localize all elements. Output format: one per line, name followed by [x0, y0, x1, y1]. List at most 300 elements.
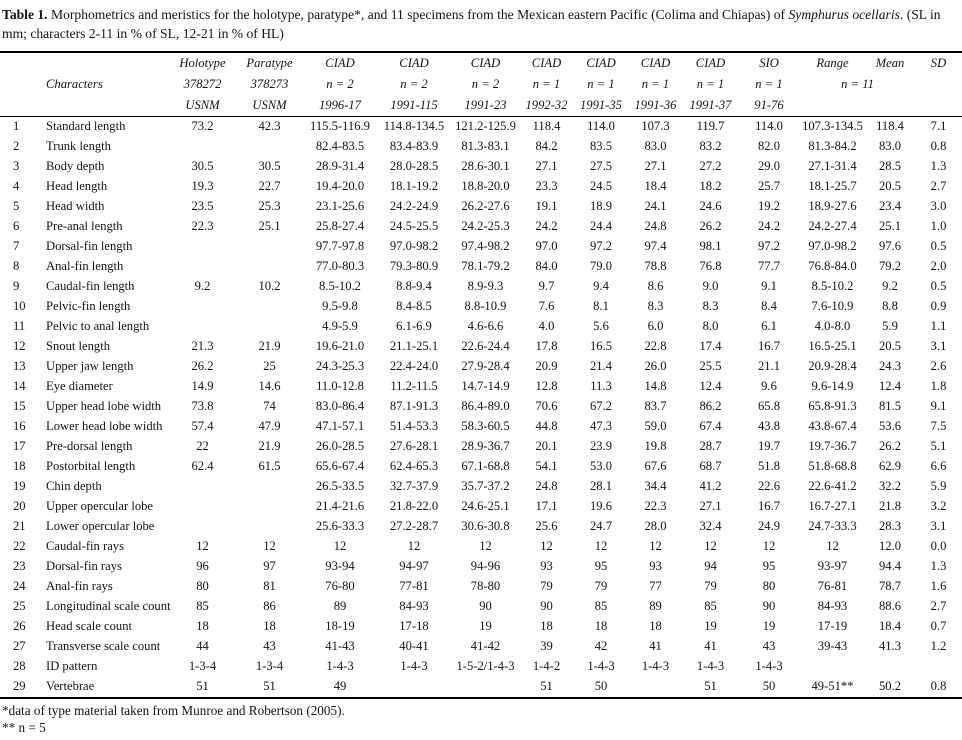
value-cell: 16.5 — [589, 339, 613, 354]
row-number-cell: 11 — [13, 319, 26, 334]
value-cell: 7.5 — [930, 419, 947, 434]
character-name-cell: Pre-dorsal length — [46, 439, 133, 454]
value-cell: 16.7 — [757, 499, 781, 514]
value-cell: 95 — [594, 559, 608, 574]
value-cell: 19.7-36.7 — [808, 439, 857, 454]
value-cell: 26.0-28.5 — [315, 439, 365, 454]
table-row — [0, 297, 962, 317]
row-number-cell: 29 — [13, 679, 26, 694]
value-cell: 30.5 — [191, 159, 214, 174]
character-name-cell: Anal-fin rays — [46, 579, 113, 594]
value-cell: 70.6 — [535, 399, 558, 414]
value-cell: 90 — [479, 599, 492, 614]
col-ciad-5: CIAD — [586, 55, 616, 70]
value-cell: 28.0 — [644, 519, 667, 534]
value-cell: 3.1 — [930, 519, 947, 534]
value-cell: 28.3 — [878, 519, 902, 534]
value-cell: 114.0 — [587, 119, 615, 134]
header-row-catalog: USNM USNM 1996-17 1991-115 1991-23 1992-32 1991-35 1991-36 1991-37 91-76 — [185, 97, 784, 112]
value-cell: 18 — [263, 619, 276, 634]
value-cell: 1-4-3 — [400, 659, 428, 674]
col-ciad-2: CIAD — [399, 55, 429, 70]
value-cell: 24.8 — [644, 219, 667, 234]
value-cell: 19.8 — [644, 439, 667, 454]
header-row-institution — [0, 52, 962, 74]
row-number-cell: 17 — [13, 439, 26, 454]
character-name-cell: Snout length — [46, 339, 111, 354]
row-number-cell: 25 — [13, 599, 26, 614]
row-number-cell: 9 — [13, 279, 20, 294]
value-cell: 114.8-134.5 — [383, 119, 445, 134]
value-cell: 47.1-57.1 — [315, 419, 365, 434]
value-cell: 25.3 — [258, 199, 281, 214]
value-cell: 42.3 — [258, 119, 281, 134]
table-row — [0, 277, 962, 297]
value-cell: 81.5 — [878, 399, 902, 414]
value-cell: 23.5 — [191, 199, 214, 214]
value-cell: 53.0 — [589, 459, 613, 474]
table-row — [0, 116, 962, 137]
value-cell — [235, 297, 304, 317]
value-cell: 14.8 — [644, 379, 667, 394]
value-cell: 21.1 — [757, 359, 781, 374]
table-row — [0, 497, 962, 517]
value-cell: 81.3-84.2 — [808, 139, 857, 154]
value-cell: 12.4 — [878, 379, 902, 394]
value-cell: 77-81 — [399, 579, 429, 594]
value-cell: 86.4-89.0 — [461, 399, 510, 414]
value-cell: 93 — [540, 559, 553, 574]
value-cell — [170, 477, 235, 497]
row-number-cell: 6 — [13, 219, 20, 234]
value-cell: 23.9 — [589, 439, 613, 454]
value-cell: 24.1 — [644, 199, 667, 214]
character-name-cell: Trunk length — [46, 139, 111, 154]
value-cell: 94.4 — [878, 559, 902, 574]
value-cell: 85 — [594, 599, 608, 614]
value-cell: 65.8-91.3 — [808, 399, 857, 414]
value-cell: 85 — [704, 599, 717, 614]
value-cell: 18-19 — [325, 619, 355, 634]
character-name-cell: Body depth — [46, 159, 105, 174]
value-cell: 84-93 — [399, 599, 429, 614]
col-ciad-7: CIAD — [695, 55, 726, 70]
value-cell: 76-81 — [817, 579, 848, 594]
value-cell: 6.6 — [930, 459, 947, 474]
value-cell: 51.8 — [757, 459, 781, 474]
value-cell: 23.3 — [535, 179, 558, 194]
table-row — [0, 197, 962, 217]
value-cell: 14.7-14.9 — [461, 379, 510, 394]
value-cell: 51 — [704, 679, 717, 694]
value-cell: 1-4-3 — [755, 659, 783, 674]
value-cell: 86.2 — [699, 399, 722, 414]
value-cell: 83.0 — [878, 139, 902, 154]
value-cell: 115.5-116.9 — [310, 119, 370, 134]
value-cell: 62.4-65.3 — [389, 459, 439, 474]
value-cell: 49 — [333, 679, 347, 694]
value-cell: 94-97 — [399, 559, 429, 574]
value-cell: 1.6 — [930, 579, 947, 594]
row-number-cell: 26 — [13, 619, 26, 634]
value-cell: 17.8 — [535, 339, 558, 354]
value-cell: 41 — [649, 639, 662, 654]
value-cell: 8.5-10.2 — [319, 279, 361, 294]
value-cell: 4.0-8.0 — [814, 319, 851, 334]
value-cell: 50 — [594, 679, 608, 694]
value-cell: 17.4 — [699, 339, 722, 354]
value-cell: 21.4 — [589, 359, 613, 374]
value-cell: 12.0 — [878, 539, 902, 554]
value-cell: 1-4-3 — [587, 659, 615, 674]
value-cell: 2.6 — [930, 359, 947, 374]
value-cell: 84.0 — [535, 259, 558, 274]
value-cell: 95 — [762, 559, 776, 574]
value-cell: 25.1 — [878, 219, 902, 234]
value-cell: 17-19 — [817, 619, 848, 634]
value-cell: 61.5 — [258, 459, 281, 474]
value-cell: 59.0 — [644, 419, 667, 434]
value-cell: 9.2 — [882, 279, 898, 294]
value-cell — [865, 657, 915, 677]
value-cell: 12 — [479, 539, 492, 554]
value-cell: 26.2 — [191, 359, 214, 374]
character-name-cell: Head length — [46, 179, 108, 194]
value-cell: 20.5 — [878, 179, 902, 194]
value-cell: 51.8-68.8 — [808, 459, 857, 474]
value-cell: 21.1-25.1 — [389, 339, 439, 354]
table-row — [0, 397, 962, 417]
value-cell: 27.1-31.4 — [808, 159, 857, 174]
value-cell: 32.4 — [699, 519, 722, 534]
value-cell: 3.0 — [930, 199, 947, 214]
value-cell: 79 — [704, 579, 717, 594]
value-cell: 86 — [263, 599, 276, 614]
character-name-cell: Vertebrae — [46, 679, 95, 694]
value-cell: 82.0 — [757, 139, 781, 154]
value-cell: 24.7 — [589, 519, 613, 534]
value-cell: 22.8 — [644, 339, 667, 354]
value-cell: 6.1-6.9 — [396, 319, 432, 334]
value-cell: 89 — [333, 599, 347, 614]
table-header — [0, 52, 962, 117]
value-cell: 51.4-53.3 — [389, 419, 439, 434]
value-cell: 24.3-25.3 — [315, 359, 365, 374]
value-cell: 119.7 — [696, 119, 725, 134]
value-cell: 12 — [407, 539, 421, 554]
value-cell: 73.8 — [191, 399, 214, 414]
value-cell: 18 — [540, 619, 553, 634]
value-cell: 76.8 — [699, 259, 722, 274]
value-cell: 94 — [704, 559, 717, 574]
morphometrics-table — [0, 51, 962, 699]
value-cell: 88.6 — [878, 599, 902, 614]
table-row — [0, 617, 962, 637]
table-row — [0, 337, 962, 357]
value-cell: 22.3 — [644, 499, 667, 514]
value-cell: 27.2 — [699, 159, 722, 174]
value-cell: 97.0-98.2 — [389, 239, 439, 254]
value-cell: 79.2 — [878, 259, 902, 274]
value-cell: 90 — [762, 599, 776, 614]
value-cell: 26.2 — [878, 439, 902, 454]
value-cell: 24.2 — [757, 219, 781, 234]
character-name-cell: Eye diameter — [46, 379, 113, 394]
value-cell: 22.6 — [757, 479, 781, 494]
row-number-cell: 18 — [13, 459, 26, 474]
character-name-cell: Longitudinal scale count — [46, 599, 171, 614]
value-cell: 28.1 — [589, 479, 613, 494]
value-cell: 97.2 — [757, 239, 781, 254]
value-cell: 25.8-27.4 — [315, 219, 365, 234]
table-row — [0, 357, 962, 377]
value-cell: 79.0 — [589, 259, 613, 274]
value-cell: 8.8-9.4 — [396, 279, 432, 294]
value-cell: 19 — [704, 619, 717, 634]
table-row — [0, 637, 962, 657]
caption-text-units: . (SL in mm; characters 2-11 in % of SL, 12-21 in % of HL) — [2, 7, 941, 42]
value-cell: 1-5-2/1-4-3 — [456, 659, 515, 674]
value-cell: 83.0 — [644, 139, 667, 154]
value-cell: 41.2 — [699, 479, 722, 494]
character-name-cell: Pelvic-fin length — [46, 299, 131, 314]
value-cell: 47.9 — [258, 419, 281, 434]
value-cell: 19 — [762, 619, 776, 634]
value-cell: 12 — [704, 539, 717, 554]
value-cell: 78.7 — [878, 579, 902, 594]
value-cell: 67.2 — [589, 399, 613, 414]
value-cell: 77.7 — [757, 259, 781, 274]
value-cell — [170, 517, 235, 537]
value-cell: 0.0 — [930, 539, 947, 554]
col-range: Range — [816, 55, 849, 70]
value-cell: 0.5 — [930, 279, 947, 294]
value-cell: 8.1 — [593, 299, 609, 314]
value-cell: 114.0 — [755, 119, 783, 134]
value-cell: 26.0 — [644, 359, 667, 374]
value-cell — [170, 317, 235, 337]
character-name-cell: Head width — [46, 199, 105, 214]
table-row — [0, 177, 962, 197]
value-cell: 53.6 — [878, 419, 902, 434]
value-cell: 1.3 — [930, 159, 947, 174]
value-cell — [170, 297, 235, 317]
value-cell: 18.8-20.0 — [461, 179, 510, 194]
value-cell: 27.1 — [699, 499, 722, 514]
value-cell — [452, 677, 519, 698]
value-cell: 22.3 — [191, 219, 214, 234]
table-row — [0, 477, 962, 497]
value-cell: 80 — [196, 579, 209, 594]
header-row-n: Characters 378272 378273 n = 2 n = 2 n = 2 n = 1 n = 1 n = 1 n = 1 n = 1 n = 11 — [0, 74, 962, 95]
value-cell: 93-97 — [817, 559, 848, 574]
value-cell — [170, 137, 235, 157]
value-cell: 21.8 — [878, 499, 902, 514]
value-cell: 67.4 — [699, 419, 722, 434]
value-cell — [235, 257, 304, 277]
value-cell: 12 — [826, 539, 839, 554]
value-cell: 20.9 — [535, 359, 558, 374]
value-cell: 8.6 — [647, 279, 664, 294]
table-row — [0, 377, 962, 397]
value-cell: 65.6-67.4 — [315, 459, 365, 474]
value-cell: 1.2 — [930, 639, 947, 654]
value-cell: 25.5 — [699, 359, 722, 374]
value-cell: 94-96 — [470, 559, 501, 574]
value-cell: 77.0-80.3 — [315, 259, 365, 274]
value-cell: 97.4-98.2 — [461, 239, 510, 254]
value-cell: 62.4 — [191, 459, 214, 474]
value-cell: 97.0 — [535, 239, 558, 254]
value-cell: 81 — [263, 579, 276, 594]
value-cell: 26.2 — [699, 219, 722, 234]
value-cell: 9.6-14.9 — [811, 379, 854, 394]
table-row — [0, 437, 962, 457]
value-cell: 77 — [649, 579, 662, 594]
row-number-cell: 12 — [13, 339, 26, 354]
value-cell: 7.6 — [538, 299, 555, 314]
value-cell: 4.9-5.9 — [322, 319, 358, 334]
character-name-cell: Caudal-fin length — [46, 279, 135, 294]
value-cell: 19 — [479, 619, 492, 634]
table-row — [0, 157, 962, 177]
value-cell: 19.6-21.0 — [315, 339, 365, 354]
character-name-cell: Caudal-fin rays — [46, 539, 124, 554]
value-cell: 35.7-37.2 — [461, 479, 510, 494]
value-cell: 76.8-84.0 — [808, 259, 857, 274]
footnote-double-asterisk: ** n = 5 — [2, 720, 46, 736]
value-cell: 1-3-4 — [188, 659, 217, 674]
table-row — [0, 657, 962, 677]
value-cell: 8.3 — [647, 299, 664, 314]
value-cell: 44.8 — [535, 419, 558, 434]
row-number-cell: 2 — [13, 139, 20, 154]
value-cell: 78-80 — [470, 579, 501, 594]
col-mean: Mean — [875, 55, 905, 70]
value-cell: 25.1 — [258, 219, 281, 234]
value-cell — [235, 237, 304, 257]
value-cell: 8.5-10.2 — [811, 279, 854, 294]
col-sio: SIO — [759, 55, 779, 70]
value-cell: 2.0 — [930, 259, 947, 274]
table-row — [0, 417, 962, 437]
value-cell: 12 — [762, 539, 776, 554]
character-name-cell: Chin depth — [46, 479, 102, 494]
value-cell: 118.4 — [876, 119, 904, 134]
value-cell: 41-43 — [325, 639, 355, 654]
value-cell: 24.4 — [589, 219, 613, 234]
character-name-cell: Head scale count — [46, 619, 133, 634]
value-cell: 83.4-83.9 — [389, 139, 439, 154]
value-cell: 2.7 — [930, 179, 947, 194]
value-cell: 9.1 — [761, 279, 777, 294]
value-cell: 24.9 — [757, 519, 781, 534]
value-cell: 97 — [263, 559, 276, 574]
value-cell: 28.6-30.1 — [461, 159, 510, 174]
value-cell: 51 — [263, 679, 276, 694]
value-cell: 107.3 — [641, 119, 670, 134]
row-number-cell: 16 — [13, 419, 26, 434]
value-cell: 40-41 — [399, 639, 429, 654]
value-cell: 16.5-25.1 — [808, 339, 857, 354]
row-number-cell: 4 — [13, 179, 20, 194]
value-cell: 3.2 — [930, 499, 947, 514]
value-cell: 23.1-25.6 — [315, 199, 365, 214]
value-cell: 25.7 — [757, 179, 781, 194]
value-cell: 79.3-80.9 — [389, 259, 439, 274]
value-cell: 8.8-10.9 — [464, 299, 507, 314]
character-name-cell: Pelvic to anal length — [46, 319, 150, 334]
character-name-cell: Dorsal-fin rays — [46, 559, 122, 574]
value-cell: 28.7 — [699, 439, 722, 454]
value-cell: 25.6-33.3 — [315, 519, 365, 534]
value-cell: 32.7-37.9 — [389, 479, 439, 494]
value-cell: 28.9-36.7 — [461, 439, 510, 454]
row-number-cell: 22 — [13, 539, 26, 554]
value-cell: 19.1 — [535, 199, 558, 214]
value-cell: 24.5 — [589, 179, 613, 194]
value-cell: 19.6 — [589, 499, 613, 514]
value-cell: 27.2-28.7 — [389, 519, 439, 534]
value-cell: 18.1-25.7 — [808, 179, 857, 194]
value-cell: 12 — [333, 539, 347, 554]
value-cell: 16.7 — [757, 339, 781, 354]
value-cell: 29.0 — [757, 159, 781, 174]
characters-column-label: Characters — [46, 76, 103, 91]
row-number-cell: 10 — [13, 299, 26, 314]
value-cell: 84-93 — [817, 599, 848, 614]
character-name-cell: Lower opercular lobe — [46, 519, 155, 534]
character-name-cell: Postorbital length — [46, 459, 136, 474]
value-cell: 74 — [263, 399, 276, 414]
value-cell — [915, 657, 962, 677]
value-cell: 1-4-3 — [696, 659, 725, 674]
value-cell: 11.2-11.5 — [390, 379, 438, 394]
table-row — [0, 537, 962, 557]
value-cell: 51 — [196, 679, 209, 694]
value-cell: 78.1-79.2 — [461, 259, 510, 274]
value-cell: 0.7 — [930, 619, 947, 634]
value-cell: 50.2 — [878, 679, 902, 694]
value-cell: 18.1-19.2 — [389, 179, 439, 194]
value-cell: 7.6-10.9 — [811, 299, 854, 314]
value-cell: 9.5-9.8 — [322, 299, 358, 314]
value-cell: 54.1 — [535, 459, 558, 474]
value-cell: 4.0 — [538, 319, 555, 334]
value-cell: 97.2 — [589, 239, 613, 254]
value-cell: 5.9 — [930, 479, 947, 494]
value-cell: 97.4 — [644, 239, 667, 254]
value-cell: 27.9-28.4 — [461, 359, 510, 374]
value-cell: 22.6-41.2 — [808, 479, 857, 494]
value-cell: 9.7 — [538, 279, 555, 294]
row-number-cell: 24 — [13, 579, 26, 594]
value-cell: 12 — [263, 539, 276, 554]
value-cell: 28.5 — [878, 159, 902, 174]
value-cell: 14.6 — [258, 379, 281, 394]
character-name-cell: Transverse scale count — [46, 639, 161, 654]
value-cell: 83.2 — [699, 139, 722, 154]
value-cell — [800, 657, 865, 677]
value-cell: 49-51** — [811, 679, 854, 694]
character-name-cell: Upper jaw length — [46, 359, 134, 374]
value-cell: 24.6-25.1 — [461, 499, 510, 514]
character-name-cell: Pre-anal length — [46, 219, 123, 234]
value-cell: 18 — [594, 619, 608, 634]
row-number-cell: 14 — [13, 379, 26, 394]
character-name-cell: ID pattern — [46, 659, 98, 674]
table-row — [0, 217, 962, 237]
